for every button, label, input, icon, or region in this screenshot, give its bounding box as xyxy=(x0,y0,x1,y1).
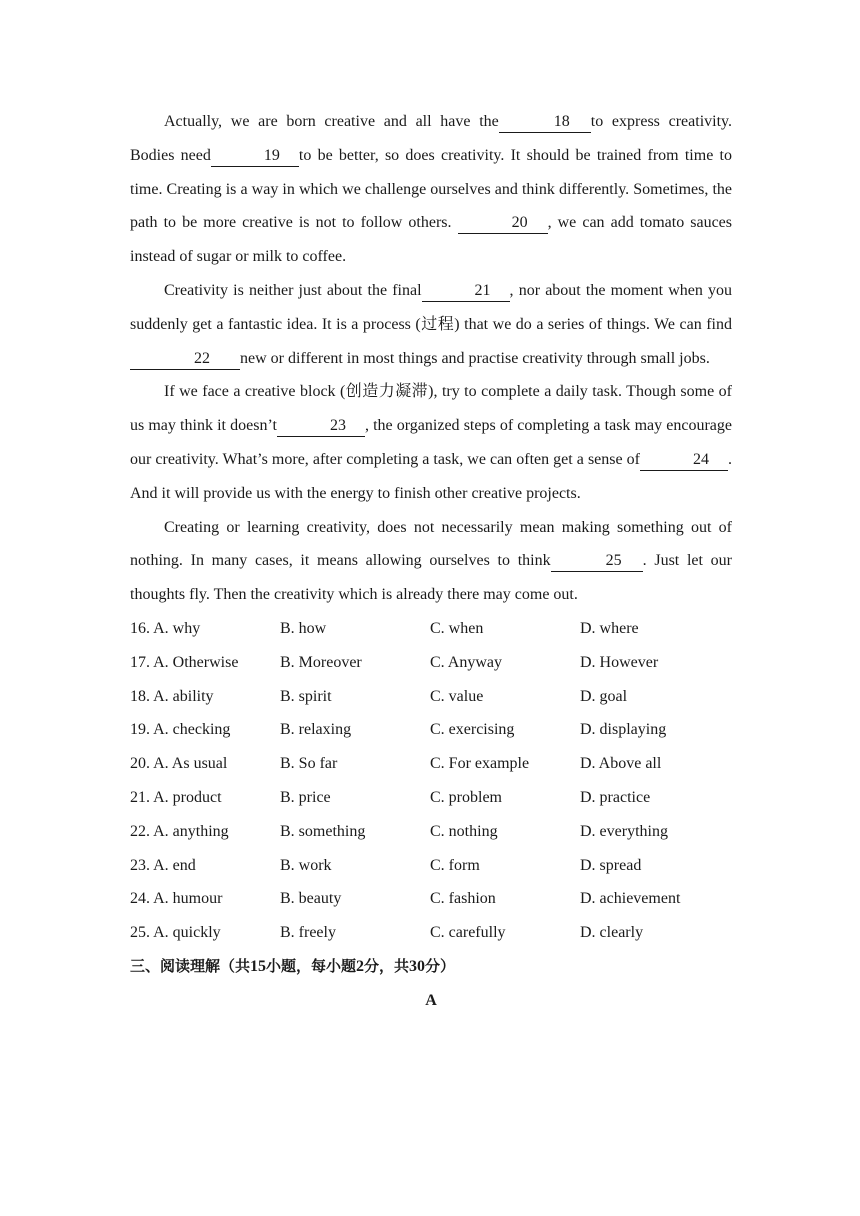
answer-blank-25: 25 xyxy=(551,551,643,572)
question-options-20 xyxy=(130,747,732,781)
option-a: 21. A. product xyxy=(130,788,222,806)
option-c: C. form xyxy=(430,856,480,874)
passage-text: . Just let our thoughts fly. Then the creativity which is already there may come out. xyxy=(130,552,733,604)
question-count: 15 xyxy=(250,957,267,975)
option-a: 22. A. anything xyxy=(130,822,229,840)
question-options-24 xyxy=(130,882,732,916)
option-a: 23. A. end xyxy=(130,856,196,874)
passage-label: A xyxy=(425,991,437,1009)
option-a: 19. A. checking xyxy=(130,721,231,739)
option-d: D. where xyxy=(580,619,639,637)
passage-text: to be better, so does creativity. It should be trained from time to time. Creating is a way in which we challenge ourselves and think differently. Sometimes, the path to be more creative is not to follow others. xyxy=(130,146,732,232)
option-a: 18. A. ability xyxy=(130,687,214,705)
option-d: D. clearly xyxy=(580,924,644,942)
question-options-16 xyxy=(130,612,732,646)
option-d: D. displaying xyxy=(580,721,667,739)
passage-text: Actually, we are born creative and all have the xyxy=(164,113,499,130)
points-each: 2 xyxy=(356,957,365,975)
option-d: D. practice xyxy=(580,788,651,806)
option-d: D. achievement xyxy=(580,890,681,908)
option-c: C. exercising xyxy=(430,721,515,739)
option-b: B. spirit xyxy=(280,687,332,705)
answer-blank-22: 22 xyxy=(130,349,240,370)
section-heading-text: 分） xyxy=(425,956,456,975)
option-c: C. when xyxy=(430,619,484,637)
passage-paragraph-4 xyxy=(130,511,732,612)
answer-blank-18: 18 xyxy=(499,112,591,133)
answer-options-list xyxy=(130,612,732,950)
question-options-25 xyxy=(130,916,732,950)
option-c: C. Anyway xyxy=(430,653,502,671)
passage-text: If we face a creative block (创造力凝滞), try to complete a daily task. Though some of us may think it doesn’t xyxy=(130,383,732,435)
option-a: 17. A. Otherwise xyxy=(130,653,239,671)
section-heading-text: 小题，每小题 xyxy=(266,956,357,975)
option-c: C. carefully xyxy=(430,924,506,942)
section-heading-text: 分，共 xyxy=(364,956,410,975)
question-options-17 xyxy=(130,646,732,680)
option-b: B. beauty xyxy=(280,890,342,908)
option-b: B. price xyxy=(280,788,331,806)
question-options-23 xyxy=(130,849,732,883)
option-d: D. goal xyxy=(580,687,628,705)
question-options-22 xyxy=(130,815,732,849)
answer-blank-24: 24 xyxy=(640,450,728,471)
question-options-18 xyxy=(130,680,732,714)
passage-paragraph-1 xyxy=(130,105,732,274)
section-heading xyxy=(130,950,732,984)
answer-blank-20: 20 xyxy=(458,213,548,234)
option-c: C. problem xyxy=(430,788,502,806)
points-total: 30 xyxy=(409,957,426,975)
passage-paragraph-2 xyxy=(130,274,732,375)
passage-text: , nor about the moment when you suddenly get a fantastic idea. It is a process (过程) that we do a series of things. We can find xyxy=(130,281,732,333)
passage-text: , we can add tomato sauces instead of sugar or milk to coffee. xyxy=(130,214,733,266)
option-c: C. value xyxy=(430,687,484,705)
document-page xyxy=(130,105,732,1018)
option-b: B. something xyxy=(280,822,366,840)
section-heading-text: 三、阅读理解（共 xyxy=(130,956,251,975)
option-b: B. how xyxy=(280,619,327,637)
option-c: C. nothing xyxy=(430,822,498,840)
option-b: B. Moreover xyxy=(280,653,362,671)
option-d: D. everything xyxy=(580,822,668,840)
option-d: D. Above all xyxy=(580,755,662,773)
question-options-19 xyxy=(130,713,732,747)
question-options-21 xyxy=(130,781,732,815)
option-a: 25. A. quickly xyxy=(130,924,221,942)
passage-text: new or different in most things and practise creativity through small jobs. xyxy=(240,349,710,367)
passage-text: Creating or learning creativity, does not necessarily mean making something out of nothing. In many cases, it means allowing ourselves to think xyxy=(130,518,732,570)
option-a: 20. A. As usual xyxy=(130,755,228,773)
answer-blank-19: 19 xyxy=(211,146,299,167)
option-c: C. For example xyxy=(430,755,530,773)
passage-paragraph-3 xyxy=(130,375,732,510)
option-c: C. fashion xyxy=(430,890,496,908)
option-a: 16. A. why xyxy=(130,619,201,637)
answer-blank-21: 21 xyxy=(422,281,510,302)
answer-blank-23: 23 xyxy=(277,416,365,437)
passage-text: , the organized steps of completing a task may encourage our creativity. What’s more, after completing a task, we can often get a sense of xyxy=(130,417,732,468)
option-b: B. relaxing xyxy=(280,721,352,739)
option-b: B. work xyxy=(280,856,332,874)
passage-text: Creativity is neither just about the final xyxy=(164,281,422,299)
option-d: D. spread xyxy=(580,856,642,874)
option-a: 24. A. humour xyxy=(130,890,223,908)
passage-text: . And it will provide us with the energy to finish other creative projects. xyxy=(130,450,732,502)
option-d: D. However xyxy=(580,653,659,671)
passage-text: to express creativity. Bodies need xyxy=(130,113,732,164)
option-b: B. freely xyxy=(280,924,336,942)
option-b: B. So far xyxy=(280,755,338,773)
